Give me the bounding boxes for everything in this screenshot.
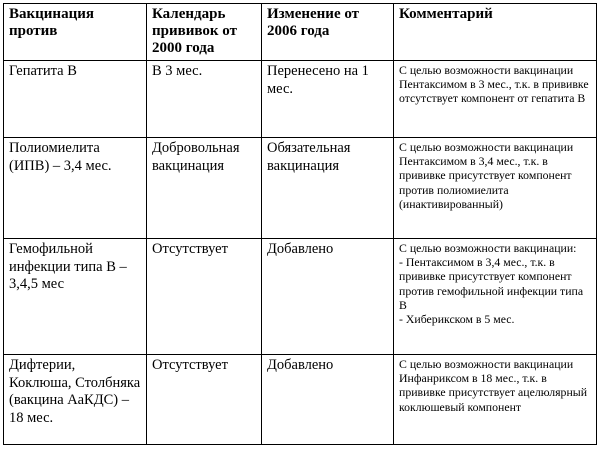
header-calendar-2000: Календарь прививок от 2000 года (147, 4, 262, 61)
header-change-2006: Изменение от 2006 года (262, 4, 394, 61)
table-row (4, 355, 597, 445)
cell-change-2006: Обязательная вакцинация (262, 138, 394, 239)
cell-vaccination: Гепатита В (4, 61, 147, 138)
cell-vaccination: Полиомиелита (ИПВ) – 3,4 мес. (4, 138, 147, 239)
header-comment: Комментарий (394, 4, 597, 61)
table-row (4, 61, 597, 138)
vaccination-table (3, 3, 597, 445)
cell-calendar-2000: Отсутствует (147, 355, 262, 445)
cell-calendar-2000: В 3 мес. (147, 61, 262, 138)
cell-calendar-2000: Отсутствует (147, 239, 262, 355)
table-header-row (4, 4, 597, 61)
cell-vaccination: Гемофильной инфекции типа В – 3,4,5 мес (4, 239, 147, 355)
header-vaccination: Вакцинация против (4, 4, 147, 61)
cell-vaccination: Дифтерии, Коклюша, Столбняка (вакцина АаКДС) – 18 мес. (4, 355, 147, 445)
cell-comment: С целью возможности вакцинации: - Пентаксимом в 3,4 мес., т.к. в прививке присутствует компонент против гемофильной инфекции типа В - Хиберикском в 5 мес. (394, 239, 597, 355)
cell-comment: С целью возможности вакцинации Инфанриксом в 18 мес., т.к. в прививке присутствует ацелюлярный коклюшевый компонент (394, 355, 597, 445)
cell-change-2006: Перенесено на 1 мес. (262, 61, 394, 138)
cell-calendar-2000: Добровольная вакцинация (147, 138, 262, 239)
cell-comment: С целью возможности вакцинации Пентаксимом в 3,4 мес., т.к. в прививке присутствует компонент против полиомиелита (инактивированный) (394, 138, 597, 239)
cell-comment: С целью возможности вакцинации Пентаксимом в 3 мес., т.к. в прививке отсутствует компонент от гепатита В (394, 61, 597, 138)
cell-change-2006: Добавлено (262, 239, 394, 355)
table-row (4, 138, 597, 239)
cell-change-2006: Добавлено (262, 355, 394, 445)
table-row (4, 239, 597, 355)
